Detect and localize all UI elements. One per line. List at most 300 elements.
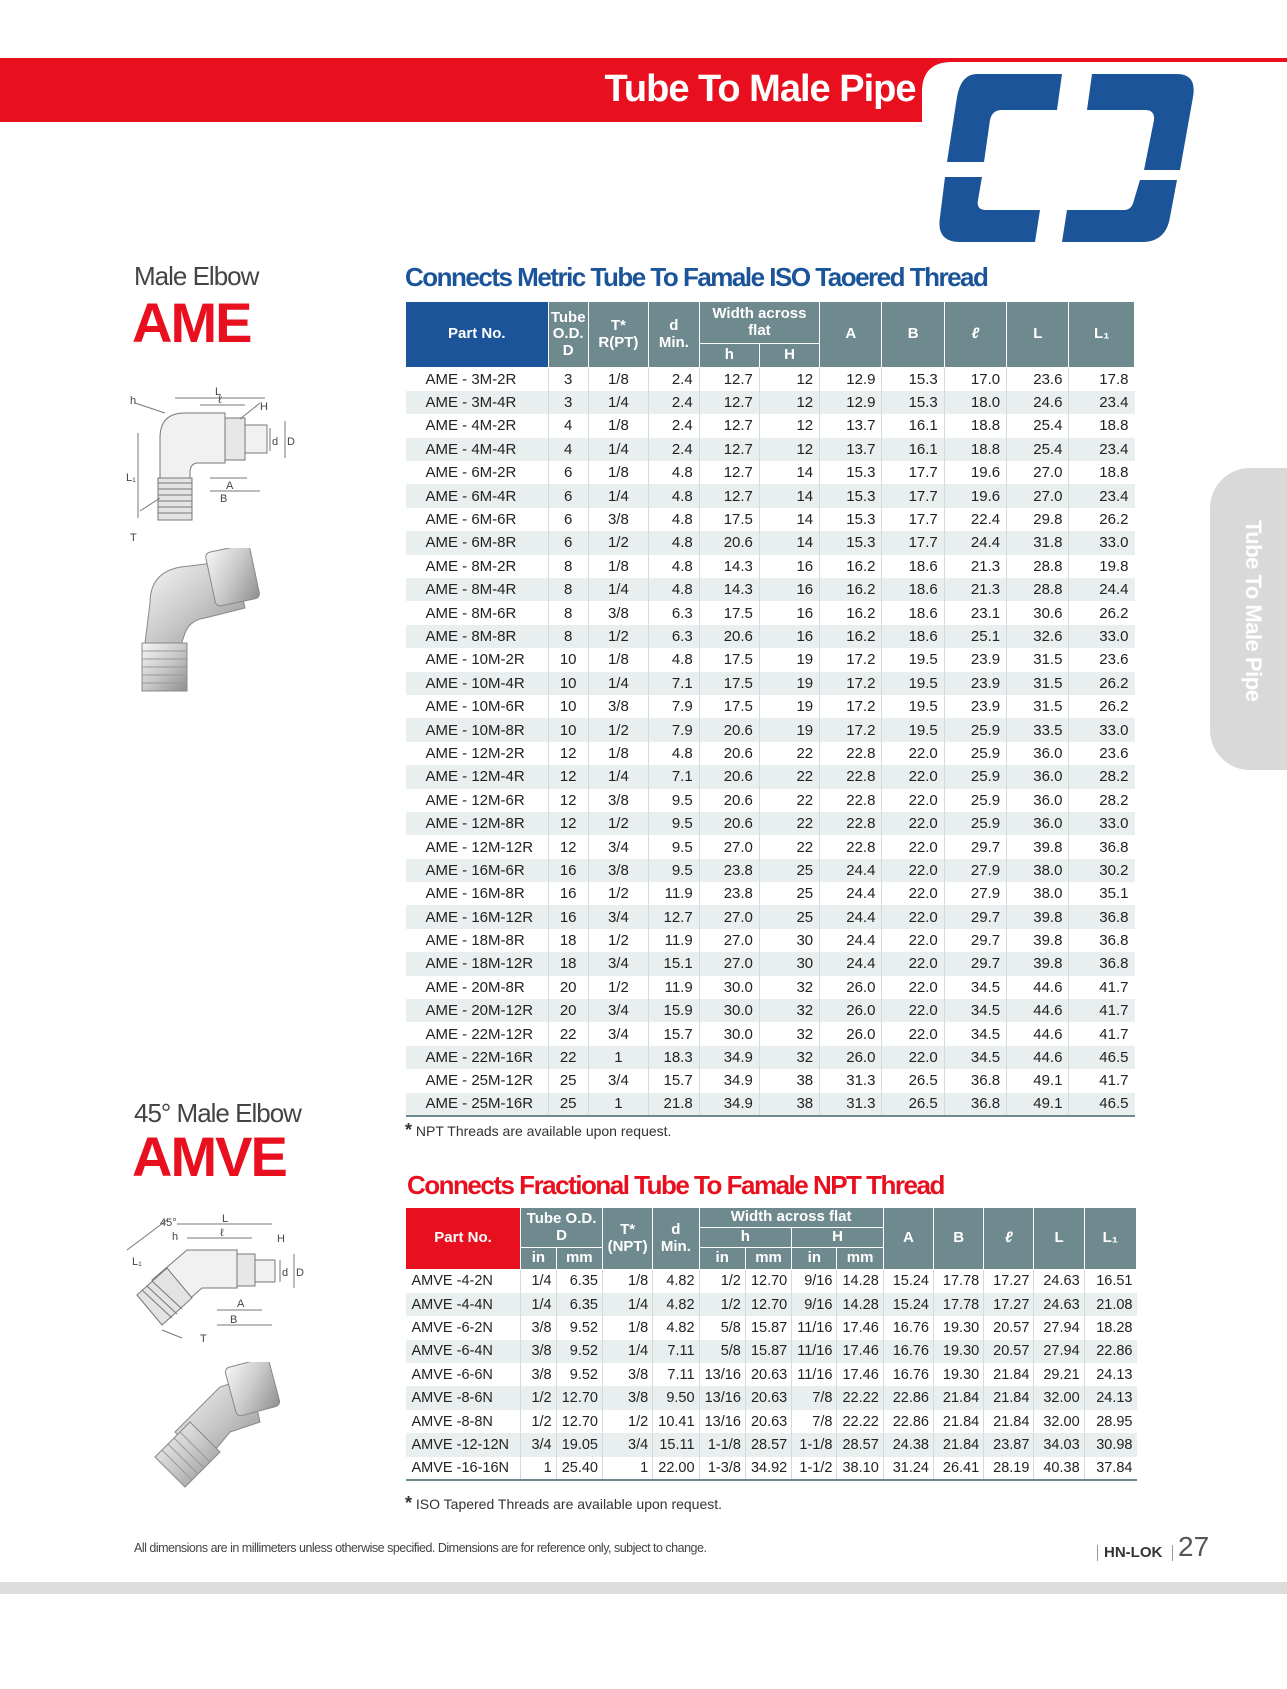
table-row xyxy=(406,508,1135,531)
table-cell: 41.7 xyxy=(1069,976,1135,999)
table-cell: 12 xyxy=(548,742,588,765)
table-cell: 1/2 xyxy=(588,976,648,999)
table-cell: 33.0 xyxy=(1069,812,1135,835)
table-cell: 12 xyxy=(759,414,819,437)
table-cell: 13.7 xyxy=(820,438,882,461)
table-cell: 22.0 xyxy=(882,765,944,788)
table-cell: 31.3 xyxy=(820,1069,882,1092)
table-cell: 36.8 xyxy=(1069,929,1135,952)
table-cell: 21.84 xyxy=(984,1410,1034,1433)
table-cell: 38 xyxy=(759,1093,819,1116)
table-row xyxy=(406,414,1135,437)
table-row xyxy=(406,1457,1137,1480)
table-cell: 22.00 xyxy=(653,1457,699,1480)
table-cell: 1/4 xyxy=(588,484,648,507)
table-cell: 21.08 xyxy=(1084,1293,1136,1316)
table-cell: 25 xyxy=(759,859,819,882)
table-row xyxy=(406,1433,1137,1456)
table-cell: 12 xyxy=(759,438,819,461)
table-cell: 24.4 xyxy=(820,929,882,952)
table-cell: 22.8 xyxy=(820,835,882,858)
table-cell: 19 xyxy=(759,718,819,741)
table-cell: 38.0 xyxy=(1007,882,1069,905)
part-number-cell: AME - 12M-8R xyxy=(406,812,549,835)
table-cell: 16.76 xyxy=(883,1316,933,1339)
table-cell: 20.6 xyxy=(699,531,759,554)
table-cell: 15.7 xyxy=(648,1022,699,1045)
table-cell: 29.7 xyxy=(944,929,1006,952)
table-cell: 30 xyxy=(759,952,819,975)
table-cell: 31.5 xyxy=(1007,672,1069,695)
45-male-elbow-product-image xyxy=(150,1362,290,1497)
table-cell: 27.9 xyxy=(944,882,1006,905)
table-cell: 19.6 xyxy=(944,484,1006,507)
col2-t-npt: T* (NPT) xyxy=(602,1208,652,1270)
table-cell: 1 xyxy=(521,1457,557,1480)
table-cell: 34.5 xyxy=(944,976,1006,999)
col-h: h xyxy=(699,344,759,368)
table-cell: 19.6 xyxy=(944,461,1006,484)
table-cell: 26.5 xyxy=(882,1069,944,1092)
table-cell: 26.2 xyxy=(1069,508,1135,531)
table-cell: 1/4 xyxy=(521,1293,557,1316)
table-cell: 17.78 xyxy=(934,1270,984,1293)
table-cell: 22.86 xyxy=(1084,1340,1136,1363)
table-cell: 22.0 xyxy=(882,789,944,812)
table-cell: 14.3 xyxy=(699,578,759,601)
table-cell: 22.0 xyxy=(882,859,944,882)
table-cell: 36.0 xyxy=(1007,789,1069,812)
table-cell: 19.8 xyxy=(1069,555,1135,578)
table-row xyxy=(406,625,1135,648)
table-row xyxy=(406,461,1135,484)
table-cell: 30.0 xyxy=(699,976,759,999)
footer-disclaimer: All dimensions are in millimeters unless otherwise specified. Dimensions are for reference only, subject to change. xyxy=(134,1541,707,1555)
table-cell: 27.94 xyxy=(1034,1316,1084,1339)
table-cell: 32 xyxy=(759,1022,819,1045)
table-cell: 20.6 xyxy=(699,789,759,812)
part-number-cell: AME - 10M-2R xyxy=(406,648,549,671)
table-cell: 30.2 xyxy=(1069,859,1135,882)
table-cell: 16.2 xyxy=(820,625,882,648)
table-cell: 1/8 xyxy=(588,648,648,671)
table-cell: 21.8 xyxy=(648,1093,699,1116)
table-cell: 17.2 xyxy=(820,695,882,718)
table-cell: 9.5 xyxy=(648,789,699,812)
table-cell: 35.1 xyxy=(1069,882,1135,905)
table-cell: 10.41 xyxy=(653,1410,699,1433)
table-cell: 21.84 xyxy=(934,1386,984,1409)
table-cell: 28.19 xyxy=(984,1457,1034,1480)
table-cell: 25 xyxy=(759,905,819,928)
diagram2-d-label: d xyxy=(282,1267,289,1279)
table-cell: 26.0 xyxy=(820,999,882,1022)
table-cell: 1/4 xyxy=(588,391,648,414)
table-row xyxy=(406,929,1135,952)
table-cell: 39.8 xyxy=(1007,929,1069,952)
table-cell: 23.6 xyxy=(1007,368,1069,391)
table-cell: 9.52 xyxy=(556,1363,602,1386)
table-row xyxy=(406,718,1135,741)
part-number-cell: AMVE -8-8N xyxy=(406,1410,521,1433)
table-cell: 16.2 xyxy=(820,555,882,578)
table-cell: 9.5 xyxy=(648,835,699,858)
table-cell: 15.11 xyxy=(653,1433,699,1456)
table-cell: 5/8 xyxy=(699,1316,745,1339)
table-cell: 36.8 xyxy=(1069,905,1135,928)
table-row xyxy=(406,1410,1137,1433)
table-cell: 17.46 xyxy=(837,1316,883,1339)
table-cell: 11.9 xyxy=(648,929,699,952)
col-tube-od: Tube O.D. D xyxy=(548,302,588,368)
table-cell: 7.9 xyxy=(648,695,699,718)
section2-table-title: Connects Fractional Tube To Famale NPT Thread xyxy=(407,1170,944,1200)
table-cell: 41.7 xyxy=(1069,1069,1135,1092)
table-cell: 24.4 xyxy=(820,859,882,882)
table-cell: 26.0 xyxy=(820,1046,882,1069)
table-cell: 5/8 xyxy=(699,1340,745,1363)
table-cell: 1 xyxy=(588,1093,648,1116)
table-cell: 24.4 xyxy=(944,531,1006,554)
table-cell: 24.4 xyxy=(820,882,882,905)
part-number-cell: AME - 10M-4R xyxy=(406,672,549,695)
table-cell: 2.4 xyxy=(648,438,699,461)
table-cell: 17.5 xyxy=(699,508,759,531)
table-cell: 30.0 xyxy=(699,1022,759,1045)
table-cell: 16.2 xyxy=(820,578,882,601)
diagram1-L-label: L xyxy=(215,386,222,398)
diagram2-D-label: D xyxy=(296,1267,304,1279)
part-number-cell: AME - 4M-4R xyxy=(406,438,549,461)
table-cell: 19 xyxy=(759,648,819,671)
table-row xyxy=(406,531,1135,554)
table-cell: 1/8 xyxy=(602,1316,652,1339)
diagram2-L1-label: L₁ xyxy=(132,1256,142,1268)
part-number-cell: AME - 8M-6R xyxy=(406,601,549,624)
table-cell: 1/8 xyxy=(602,1270,652,1293)
table-row xyxy=(406,695,1135,718)
table-cell: 18.6 xyxy=(882,601,944,624)
table-cell: 12.7 xyxy=(699,484,759,507)
table-cell: 22.0 xyxy=(882,1022,944,1045)
part-number-cell: AME - 6M-4R xyxy=(406,484,549,507)
table-row xyxy=(406,368,1135,391)
col2-d-min: d Min. xyxy=(653,1208,699,1270)
table-cell: 20.6 xyxy=(699,625,759,648)
table-cell: 10 xyxy=(548,695,588,718)
table-row xyxy=(406,812,1135,835)
part-number-cell: AME - 20M-12R xyxy=(406,999,549,1022)
table-cell: 20.6 xyxy=(699,742,759,765)
table-cell: 3/4 xyxy=(588,1069,648,1092)
table-cell: 25.9 xyxy=(944,765,1006,788)
table-cell: 18 xyxy=(548,929,588,952)
table-row xyxy=(406,999,1135,1022)
table-cell: 24.4 xyxy=(820,905,882,928)
table-cell: 28.95 xyxy=(1084,1410,1136,1433)
footer-separator xyxy=(1172,1545,1173,1561)
table-cell: 36.0 xyxy=(1007,765,1069,788)
table-cell: 12 xyxy=(548,765,588,788)
table-cell: 17.5 xyxy=(699,672,759,695)
table-cell: 14 xyxy=(759,461,819,484)
table-cell: 22.0 xyxy=(882,1046,944,1069)
table-cell: 26.2 xyxy=(1069,601,1135,624)
table-cell: 36.8 xyxy=(1069,835,1135,858)
table-cell: 34.5 xyxy=(944,999,1006,1022)
part-number-cell: AMVE -4-4N xyxy=(406,1293,521,1316)
table-cell: 12.70 xyxy=(556,1410,602,1433)
table-cell: 3/4 xyxy=(588,952,648,975)
table-cell: 15.3 xyxy=(882,391,944,414)
table-cell: 7/8 xyxy=(792,1386,837,1409)
table-cell: 18.0 xyxy=(944,391,1006,414)
table-cell: 12 xyxy=(548,835,588,858)
table-cell: 21.84 xyxy=(984,1363,1034,1386)
table-cell: 25.9 xyxy=(944,789,1006,812)
table-cell: 39.8 xyxy=(1007,905,1069,928)
table-cell: 19.30 xyxy=(934,1340,984,1363)
table-cell: 41.7 xyxy=(1069,999,1135,1022)
table-cell: 18.6 xyxy=(882,625,944,648)
table-cell: 1/4 xyxy=(602,1293,652,1316)
table-row xyxy=(406,1093,1135,1116)
table-cell: 17.46 xyxy=(837,1340,883,1363)
table-cell: 22.22 xyxy=(837,1386,883,1409)
table-cell: 1/4 xyxy=(588,578,648,601)
table-cell: 19.5 xyxy=(882,672,944,695)
table-cell: 12 xyxy=(548,789,588,812)
col2-width-across-flat: Width across flat xyxy=(699,1208,883,1228)
table-cell: 1/2 xyxy=(699,1293,745,1316)
table-row xyxy=(406,1363,1137,1386)
table-cell: 22.86 xyxy=(883,1386,933,1409)
table-row xyxy=(406,391,1135,414)
table-cell: 31.3 xyxy=(820,1093,882,1116)
part-number-cell: AME - 8M-2R xyxy=(406,555,549,578)
table-cell: 15.24 xyxy=(883,1293,933,1316)
part-number-cell: AME - 6M-8R xyxy=(406,531,549,554)
table-cell: 1/8 xyxy=(588,742,648,765)
table-cell: 4.8 xyxy=(648,508,699,531)
part-number-cell: AME - 16M-6R xyxy=(406,859,549,882)
table-row xyxy=(406,1386,1137,1409)
table-row xyxy=(406,578,1135,601)
col-L: L xyxy=(1007,302,1069,368)
col2-l: ℓ xyxy=(984,1208,1034,1270)
table-cell: 21.3 xyxy=(944,578,1006,601)
part-number-cell: AME - 8M-8R xyxy=(406,625,549,648)
table-cell: 25.40 xyxy=(556,1457,602,1480)
diagram1-H-label: H xyxy=(260,401,268,413)
col2-tube-mm: mm xyxy=(556,1248,602,1270)
table-cell: 3 xyxy=(548,368,588,391)
table-cell: 1/2 xyxy=(588,882,648,905)
table-cell: 38 xyxy=(759,1069,819,1092)
table-cell: 14 xyxy=(759,508,819,531)
table-row xyxy=(406,1340,1137,1363)
table-cell: 26.2 xyxy=(1069,695,1135,718)
table-cell: 14 xyxy=(759,531,819,554)
table-cell: 12.70 xyxy=(745,1293,791,1316)
table-cell: 22.86 xyxy=(883,1410,933,1433)
side-tab-label: Tube To Male Pipe xyxy=(1241,520,1266,702)
table-row xyxy=(406,976,1135,999)
table-cell: 22.8 xyxy=(820,812,882,835)
table-cell: 12.9 xyxy=(820,368,882,391)
table-cell: 40.38 xyxy=(1034,1457,1084,1480)
table-cell: 15.9 xyxy=(648,999,699,1022)
table-cell: 9.52 xyxy=(556,1316,602,1339)
part-number-cell: AME - 4M-2R xyxy=(406,414,549,437)
part-number-cell: AME - 22M-16R xyxy=(406,1046,549,1069)
table-cell: 10 xyxy=(548,672,588,695)
table-cell: 7.9 xyxy=(648,718,699,741)
table-cell: 12.7 xyxy=(699,391,759,414)
table-cell: 4.82 xyxy=(653,1270,699,1293)
table-cell: 23.9 xyxy=(944,648,1006,671)
part-number-cell: AME - 3M-2R xyxy=(406,368,549,391)
table-cell: 46.5 xyxy=(1069,1046,1135,1069)
diagram2-A-label: A xyxy=(237,1298,245,1310)
table-cell: 18.6 xyxy=(882,578,944,601)
table-cell: 21.3 xyxy=(944,555,1006,578)
table-cell: 29.21 xyxy=(1034,1363,1084,1386)
diagram1-d-label: d xyxy=(272,436,279,448)
table-cell: 30.98 xyxy=(1084,1433,1136,1456)
part-number-cell: AME - 10M-8R xyxy=(406,718,549,741)
table-cell: 4.8 xyxy=(648,484,699,507)
table-cell: 22.0 xyxy=(882,952,944,975)
table-cell: 38.10 xyxy=(837,1457,883,1480)
table-cell: 19.5 xyxy=(882,695,944,718)
col2-h: h xyxy=(699,1228,792,1248)
table-cell: 37.84 xyxy=(1084,1457,1136,1480)
table-row xyxy=(406,835,1135,858)
table-cell: 29.7 xyxy=(944,905,1006,928)
table-row xyxy=(406,1270,1137,1293)
table-cell: 16 xyxy=(759,555,819,578)
table-cell: 27.94 xyxy=(1034,1340,1084,1363)
table-cell: 6.35 xyxy=(556,1293,602,1316)
table-cell: 25.9 xyxy=(944,742,1006,765)
table-row xyxy=(406,1069,1135,1092)
table-cell: 13/16 xyxy=(699,1410,745,1433)
table-row xyxy=(406,438,1135,461)
table-cell: 3/8 xyxy=(588,695,648,718)
table-cell: 4.8 xyxy=(648,648,699,671)
table-cell: 22 xyxy=(759,765,819,788)
part-number-cell: AME - 16M-8R xyxy=(406,882,549,905)
table-cell: 36.8 xyxy=(1069,952,1135,975)
col2-A: A xyxy=(883,1208,933,1270)
col-d-min: d Min. xyxy=(648,302,699,368)
table-cell: 16.1 xyxy=(882,414,944,437)
table-row xyxy=(406,601,1135,624)
table-cell: 24.38 xyxy=(883,1433,933,1456)
table-cell: 12 xyxy=(759,391,819,414)
table-cell: 16 xyxy=(548,859,588,882)
table-cell: 17.8 xyxy=(1069,368,1135,391)
table-cell: 25 xyxy=(548,1093,588,1116)
table-row xyxy=(406,648,1135,671)
table-cell: 16.51 xyxy=(1084,1270,1136,1293)
table-cell: 6.3 xyxy=(648,601,699,624)
table-cell: 3/8 xyxy=(588,789,648,812)
table-cell: 17.7 xyxy=(882,508,944,531)
table-cell: 19.30 xyxy=(934,1316,984,1339)
diagram1-h-label: h xyxy=(130,395,137,407)
table-cell: 1-1/8 xyxy=(699,1433,745,1456)
table-cell: 29.7 xyxy=(944,835,1006,858)
table-cell: 1/2 xyxy=(588,718,648,741)
table-cell: 22.0 xyxy=(882,929,944,952)
table-row xyxy=(406,952,1135,975)
table-cell: 23.4 xyxy=(1069,438,1135,461)
col2-part-no: Part No. xyxy=(406,1208,521,1270)
table-cell: 6 xyxy=(548,461,588,484)
table-cell: 30.6 xyxy=(1007,601,1069,624)
table-cell: 24.63 xyxy=(1034,1270,1084,1293)
section2-footnote: * ISO Tapered Threads are available upon request. xyxy=(405,1493,723,1513)
table-cell: 29.7 xyxy=(944,952,1006,975)
section1-footnote: * NPT Threads are available upon request. xyxy=(405,1120,672,1140)
table-cell: 6.35 xyxy=(556,1270,602,1293)
table-cell: 44.6 xyxy=(1007,1022,1069,1045)
table-cell: 12.7 xyxy=(699,461,759,484)
diagram2-l-label: ℓ xyxy=(220,1227,224,1239)
part-number-cell: AME - 12M-12R xyxy=(406,835,549,858)
table-cell: 20.6 xyxy=(699,718,759,741)
table-cell: 17.2 xyxy=(820,648,882,671)
table-cell: 15.3 xyxy=(820,508,882,531)
table-cell: 36.0 xyxy=(1007,742,1069,765)
table-cell: 23.4 xyxy=(1069,484,1135,507)
table-cell: 17.27 xyxy=(984,1270,1034,1293)
table-cell: 12 xyxy=(548,812,588,835)
col2-H-mm: mm xyxy=(837,1248,883,1270)
footer-band xyxy=(0,1582,1287,1594)
table-cell: 20.6 xyxy=(699,812,759,835)
table-cell: 34.9 xyxy=(699,1046,759,1069)
table-cell: 26.5 xyxy=(882,1093,944,1116)
table-cell: 4.8 xyxy=(648,578,699,601)
table-cell: 7/8 xyxy=(792,1410,837,1433)
col2-B: B xyxy=(934,1208,984,1270)
table-cell: 26.0 xyxy=(820,1022,882,1045)
table-cell: 22.0 xyxy=(882,742,944,765)
table-cell: 9.50 xyxy=(653,1386,699,1409)
table-cell: 33.0 xyxy=(1069,531,1135,554)
table-cell: 33.0 xyxy=(1069,718,1135,741)
table-cell: 3/8 xyxy=(588,859,648,882)
table-cell: 13.7 xyxy=(820,414,882,437)
table-cell: 34.5 xyxy=(944,1046,1006,1069)
table-cell: 49.1 xyxy=(1007,1069,1069,1092)
table-cell: 22.0 xyxy=(882,999,944,1022)
col-H: H xyxy=(759,344,819,368)
part-number-cell: AME - 3M-4R xyxy=(406,391,549,414)
table-cell: 1/2 xyxy=(699,1270,745,1293)
table-cell: 10 xyxy=(548,648,588,671)
table-cell: 12.7 xyxy=(699,414,759,437)
table-cell: 6.3 xyxy=(648,625,699,648)
table-row xyxy=(406,1316,1137,1339)
table-cell: 8 xyxy=(548,625,588,648)
table-cell: 30 xyxy=(759,929,819,952)
col-L1: L₁ xyxy=(1069,302,1135,368)
table-cell: 44.6 xyxy=(1007,976,1069,999)
